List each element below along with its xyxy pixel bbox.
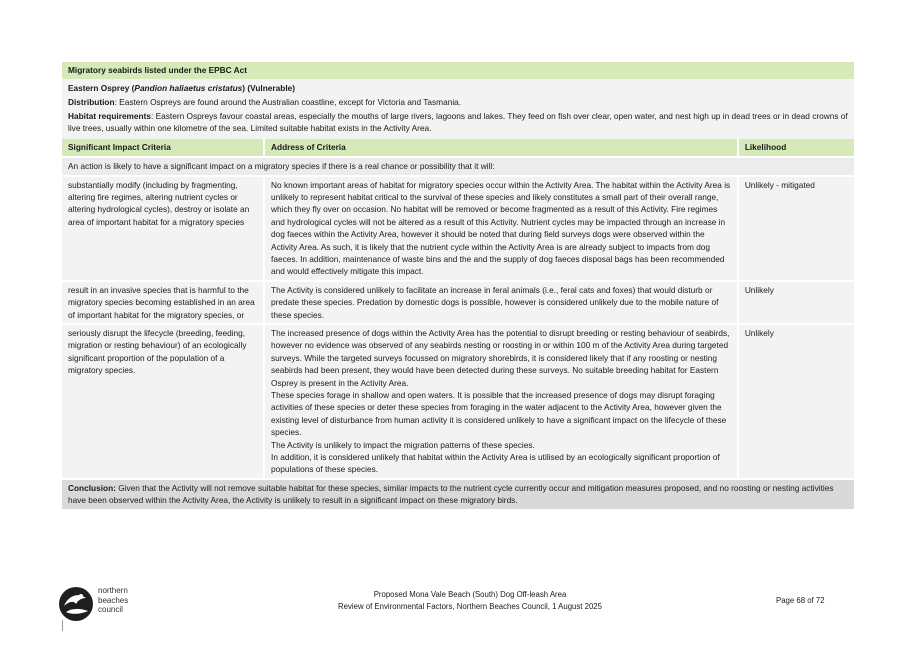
conclusion-label: Conclusion: [68,482,116,493]
logo-line: beaches [98,595,129,605]
page-footer [0,584,915,634]
conclusion-block [62,480,854,509]
footer-divider [62,620,63,631]
row-likelihood: Unlikely [738,281,854,324]
footer-title-line1: Proposed Mona Vale Beach (South) Dog Off-leash Area [373,590,567,599]
table-intro-row [62,157,854,175]
species-name-prefix: Eastern Osprey ( [68,83,135,93]
row-address [264,281,738,324]
header-address: Address of Criteria [264,139,738,157]
epbc-assessment-document [62,62,854,509]
species-name-suffix: ) (Vulnerable) [242,83,296,93]
address-paragraph: The increased presence of dogs within the Activity Area has the potential to disrupt breeding or resting behaviour of seabirds, however no evidence was observed of any seabirds nesting or roosting in or within 100 m of the Activity Area during targeted surveys. While the targeted surveys focussed on migratory shorebirds, it is considered likely that if any roosting or nesting seabirds had been present, they would have been detected during these surveys. No suitable breeding habitat for Eastern Osprey is present in the Activity Area. [271,328,730,388]
species-distribution [68,96,848,108]
row-address [264,324,738,479]
habitat-text: : Eastern Ospreys favour coastal areas, especially the mouths of large rivers, lagoons and lakes. They feed on fish over clear, open water, and nest high up in dead trees or in dead crowns of live trees, usually within one kilometre of the sea. Limited suitable habitat exists in the Activity Area. [68,110,848,134]
address-paragraph: No known important areas of habitat for migratory species occur within the Activity Area. The habitat within the Activity Area is unlikely to represent habitat critical to the survival of these species and likely constitutes a small part of their overall range, which they fly over on occasion. No habitat will be removed or become fragmented as a result of this Activity. Fire regimes and hydrological cycles will not be altered as a result of this Activity. Nutrient cycles may be impacted through an increase in dog faeces within the Activity Area, however it should be noted that during field surveys dogs were observed within the Activity Area. As such, it is likely that the nutrient cycle within the Activity Area is are already subject to impacts from dog faeces. In addition, maintenance of waste bins and the and the supply of dog faeces disposal bags has been recommended and would effectively mitigate this impact. [271,179,731,277]
row-likelihood: Unlikely [738,324,854,479]
impact-criteria-table [62,139,854,480]
row-likelihood: Unlikely - mitigated [738,176,854,281]
council-logo-icon [56,584,96,624]
row-criteria: result in an invasive species that is harmful to the migratory species becoming established in an area of important habitat for the migratory species, or [62,281,264,324]
logo-line: northern [98,586,128,595]
council-logo-text [98,586,128,615]
section-title [62,62,854,79]
page-number: Page 68 of 72 [776,596,825,605]
row-address [264,176,738,281]
habitat-label: Habitat requirements [68,110,151,121]
section-title-text: Migratory seabirds listed under the EPBC Act [68,65,248,76]
address-paragraph: The Activity is unlikely to impact the migration patterns of these species. [271,439,535,450]
address-paragraph: In addition, it is considered unlikely that habitat within the Activity Area is utilised by an ecologically significant proportion of populations of these species. [271,452,720,475]
species-info-block [62,79,854,139]
table-header-row [62,139,854,157]
conclusion-text: Given that the Activity will not remove suitable habitat for these species, similar impacts to the nutrient cycle currently occur and mitigation measures proposed, and no roosting or nesting activities have been observed within the Activity Area, the Activity is unlikely to result in a significant impact on these migratory birds. [68,482,834,506]
logo-line: council [98,605,123,614]
table-row [62,281,854,324]
header-criteria: Significant Impact Criteria [62,139,264,157]
species-habitat [68,110,848,135]
address-paragraph: The Activity is considered unlikely to facilitate an increase in feral animals (i.e., feral cats and foxes) that would disturb or predate these species. Predation by domestic dogs is possible, however is considered unlikely due to the mobile nature of these species. [271,284,719,320]
header-likelihood: Likelihood [738,139,854,157]
row-criteria: seriously disrupt the lifecycle (breeding, feeding, migration or resting behaviour) of an ecologically significant proportion of the population of a migratory species. [62,324,264,479]
distribution-text: : Eastern Ospreys are found around the Australian coastline, except for Victoria and Tasmania. [114,96,462,107]
species-name [68,82,848,94]
species-scientific-name: Pandion haliaetus cristatus [134,83,243,93]
table-row [62,324,854,479]
footer-title [300,589,640,613]
address-paragraph: These species forage in shallow and open waters. It is possible that the increased presence of dogs may disrupt foraging activities of these species or deter these species from foraging in the water adjacent to the Activity Area, however given the existing level of disturbance from human activity it is considered unlikely to have a significant impact on the lifecycle of these species. [271,390,727,438]
distribution-label: Distribution [68,96,115,107]
table-row [62,176,854,281]
footer-title-line2: Review of Environmental Factors, Northern Beaches Council, 1 August 2025 [338,602,602,611]
row-criteria: substantially modify (including by fragmenting, altering fire regimes, altering nutrient cycles or altering hydrological cycles), destroy or isolate an area of important habitat for a migratory species [62,176,264,281]
table-intro-text: An action is likely to have a significant impact on a migratory species if there is a real chance or possibility that it will: [62,157,854,175]
